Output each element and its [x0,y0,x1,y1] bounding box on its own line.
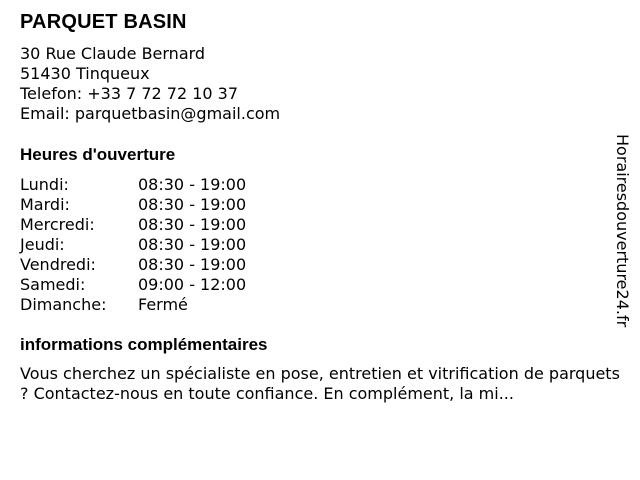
day-label: Mercredi: [20,215,95,234]
hours-row-thursday [20,235,620,255]
site-watermark: Horairesdouverture24.fr [613,134,632,328]
day-label: Jeudi: [20,235,65,254]
additional-info-text: Vous cherchez un spécialiste en pose, entretien et vitrification de parquets ? Contactez-nous en toute confiance. En complément, la mi... [20,364,620,403]
hours-row-wednesday [20,215,620,235]
day-label: Lundi: [20,175,69,194]
street-address: 30 Rue Claude Bernard [20,44,206,63]
business-name: PARQUET BASIN [20,11,187,33]
email-address[interactable]: Email: parquetbasin@gmail.com [20,104,281,123]
hours-row-friday [20,255,620,275]
phone-number[interactable]: Telefon: +33 7 72 72 10 37 [20,84,239,103]
day-label: Vendredi: [20,255,96,274]
hours-row-tuesday [20,195,620,215]
opening-hours-title: Heures d'ouverture [20,145,176,164]
day-label: Samedi: [20,275,86,294]
city-address: 51430 Tinqueux [20,64,150,83]
hours-row-sunday [20,295,620,315]
business-card [20,10,620,404]
day-label: Dimanche: [20,295,107,314]
hours-value: 08:30 - 19:00 [138,235,247,254]
hours-row-saturday [20,275,620,295]
hours-row-monday [20,175,620,195]
hours-value: 08:30 - 19:00 [138,215,247,234]
hours-value: 08:30 - 19:00 [138,195,247,214]
additional-info-title: informations complémentaires [20,335,268,354]
hours-value: 08:30 - 19:00 [138,175,247,194]
hours-value: Fermé [138,295,188,314]
day-label: Mardi: [20,195,70,214]
hours-value: 08:30 - 19:00 [138,255,247,274]
hours-value: 09:00 - 12:00 [138,275,247,294]
contact-block [20,44,620,124]
opening-hours-table [20,175,620,315]
